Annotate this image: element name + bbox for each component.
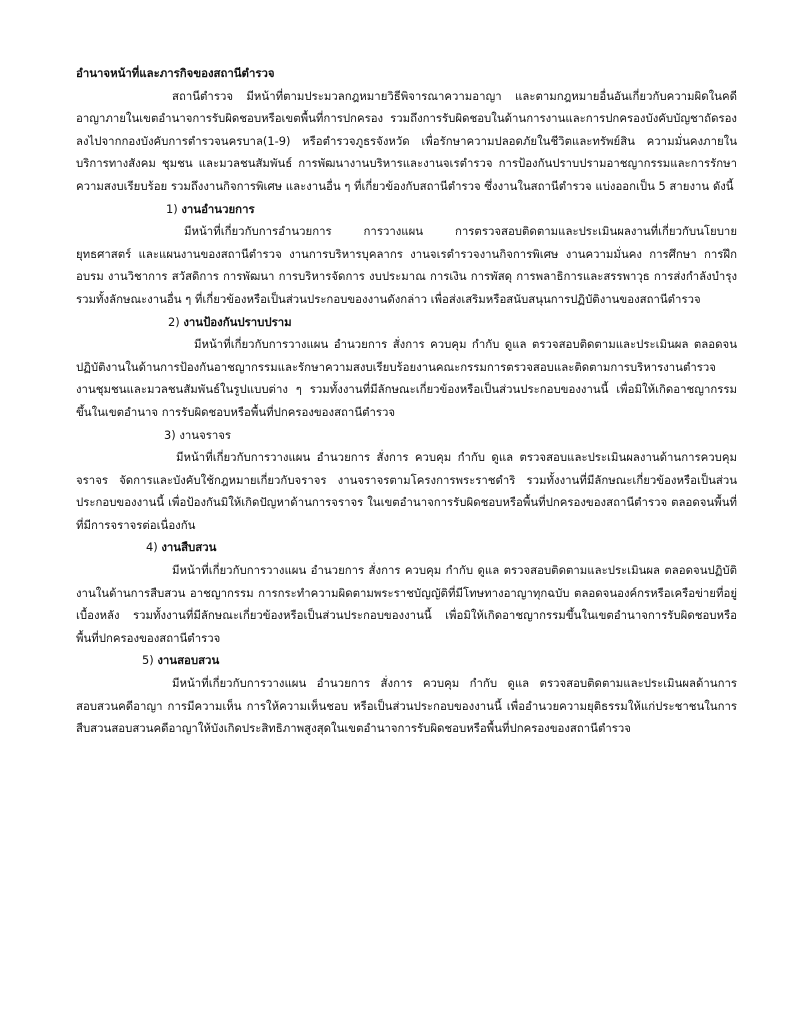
section-heading xyxy=(76,536,737,559)
section-number: 1) xyxy=(166,201,178,216)
section-heading xyxy=(76,311,737,334)
section-number: 3) xyxy=(164,427,176,442)
section-number: 4) xyxy=(146,540,158,555)
document-body xyxy=(76,62,737,740)
section-body: มีหน้าที่เกี่ยวกับการวางแผน อำนวยการ สั่งการ ควบคุม กำกับ ดูแล ตรวจสอบติดตามและประเมินผลด้านการสอบสวนคดีอาญา การมีความเห็น การให้ความเห็นชอบ หรือเป็นส่วนประกอบของงานนี้ เพื่ออำนวยความยุติธรรมให้แก่ประชาชนในการสืบสวนสอบสวนคดีอาญาให้บังเกิดประสิทธิภาพสูงสุดในเขตอำนาจการรับผิดชอบหรือพื้นที่ปกครองของสถานีตำรวจ xyxy=(76,676,737,736)
section-title: งานจราจร xyxy=(179,427,232,442)
intro-paragraph: สถานีตำรวจ มีหน้าที่ตามประมวลกฎหมายวิธีพิจารณาความอาญา และตามกฎหมายอื่นอันเกี่ยวกับความผิดในคดีอาญาภายในเขตอำนาจการรับผิดชอบหรือเขตพื้นที่การปกครอง รวมถึงการรับผิดชอบในด้านการงานและการปกครองบังคับบัญชาถัดรองลงไปจากกองบังคับการตำรวจนครบาล(1-9) หรือตำรวจภูธรจังหวัด เพื่อรักษาความปลอดภัยในชีวิตและทรัพย์สิน ความมั่นคงภายใน บริการทางสังคม ชุมชน และมวลชนสัมพันธ์ การพัฒนางานบริหารและงานจเรตำรวจ การป้องกันปราบปรามอาชญากรรมและการรักษาความสงบเรียบร้อย รวมถึงงานกิจการพิเศษ และงานอื่น ๆ ที่เกี่ยวข้องกับสถานีตำรวจ ซึ่งงานในสถานีตำรวจ แบ่งออกเป็น 5 สายงาน ดังนี้ xyxy=(76,88,737,193)
section-title: งานสอบสวน xyxy=(157,653,220,668)
section-body: มีหน้าที่เกี่ยวกับการอำนวยการ การวางแผน การตรวจสอบติดตามและประเมินผลงานที่เกี่ยวกับนโยบาย ยุทธศาสตร์ และแผนงานของสถานีตำรวจ งานการบริหารบุคลากร งานจเรตำรวจงานกิจการพิเศษ งานความมั่นคง การศึกษา การฝึกอบรม งานวิชาการ สวัสดิการ การพัฒนา การบริหารจัดการ งบประมาณ การเงิน การพัสดุ การพลาธิการและสรรพาวุธ การส่งกำลังบำรุง รวมทั้งลักษณะงานอื่น ๆ ที่เกี่ยวข้องหรือเป็นส่วนประกอบของงานดังกล่าว เพื่อส่งเสริมหรือสนับสนุนการปฏิบัติงานของสถานีตำรวจ xyxy=(76,224,737,306)
section-body: มีหน้าที่เกี่ยวกับการวางแผน อำนวยการ สั่งการ ควบคุม กำกับ ดูแล ตรวจสอบติดตามและประเมินผล ตลอดจนปฏิบัติงานในด้านการป้องกันอาชญากรรมและรักษาความสงบเรียบร้อยงานคณะกรรมการตรวจสอบและติดตามการบริหารงานตำรวจ งานชุมชนและมวลชนสัมพันธ์ในรูปแบบต่าง ๆ รวมทั้งงานที่มีลักษณะเกี่ยวข้องหรือเป็นส่วนประกอบของงานนี้ เพื่อมิให้เกิดอาชญากรรมขึ้นในเขตอำนาจ การรับผิดชอบหรือพื้นที่ปกครองของสถานีตำรวจ xyxy=(76,337,737,419)
section-title: งานป้องกันปราบปราม xyxy=(183,314,292,329)
section-number: 2) xyxy=(168,314,180,329)
section-title: งานสืบสวน xyxy=(161,540,217,555)
section-body: มีหน้าที่เกี่ยวกับการวางแผน อำนวยการ สั่งการ ควบคุม กำกับ ดูแล ตรวจสอบติดตามและประเมินผล ตลอดจนปฏิบัติงานในด้านการสืบสวน อาชญากรรม การกระทำความผิดตามพระราชบัญญัติที่มีโทษทางอาญาทุกฉบับ ตลอดจนองค์กรหรือเครือข่ายที่อยู่เบื้องหลัง รวมทั้งงานที่มีลักษณะเกี่ยวข้องหรือเป็นส่วนประกอบของงานนี้ เพื่อมิให้เกิดอาชญากรรมขึ้นในเขตอำนาจการรับผิดชอบหรือพื้นที่ปกครองของสถานีตำรวจ xyxy=(76,563,737,645)
section-heading xyxy=(76,198,737,221)
section-heading xyxy=(76,424,737,447)
section-heading xyxy=(76,649,737,672)
section-number: 5) xyxy=(142,653,154,668)
document-title: อำนาจหน้าที่และภารกิจของสถานีตำรวจ xyxy=(76,66,275,80)
section-body: มีหน้าที่เกี่ยวกับการวางแผน อำนวยการ สั่งการ ควบคุม กำกับ ดูแล ตรวจสอบและประเมินผลงานด้านการควบคุมจราจร จัดการและบังคับใช้กฎหมายเกี่ยวกับจราจร งานจราจรตามโครงการพระราชดำริ รวมทั้งงานที่มีลักษณะเกี่ยวข้องหรือเป็นส่วนประกอบของงานนี้ เพื่อป้องกันมิให้เกิดปัญหาด้านการจราจร ในเขตอำนาจการรับผิดชอบหรือพื้นที่ปกครองของสถานีตำรวจ ตลอดจนพื้นที่ที่มีการจราจรต่อเนื่องกัน xyxy=(76,450,737,532)
section-title: งานอำนวยการ xyxy=(181,201,255,216)
